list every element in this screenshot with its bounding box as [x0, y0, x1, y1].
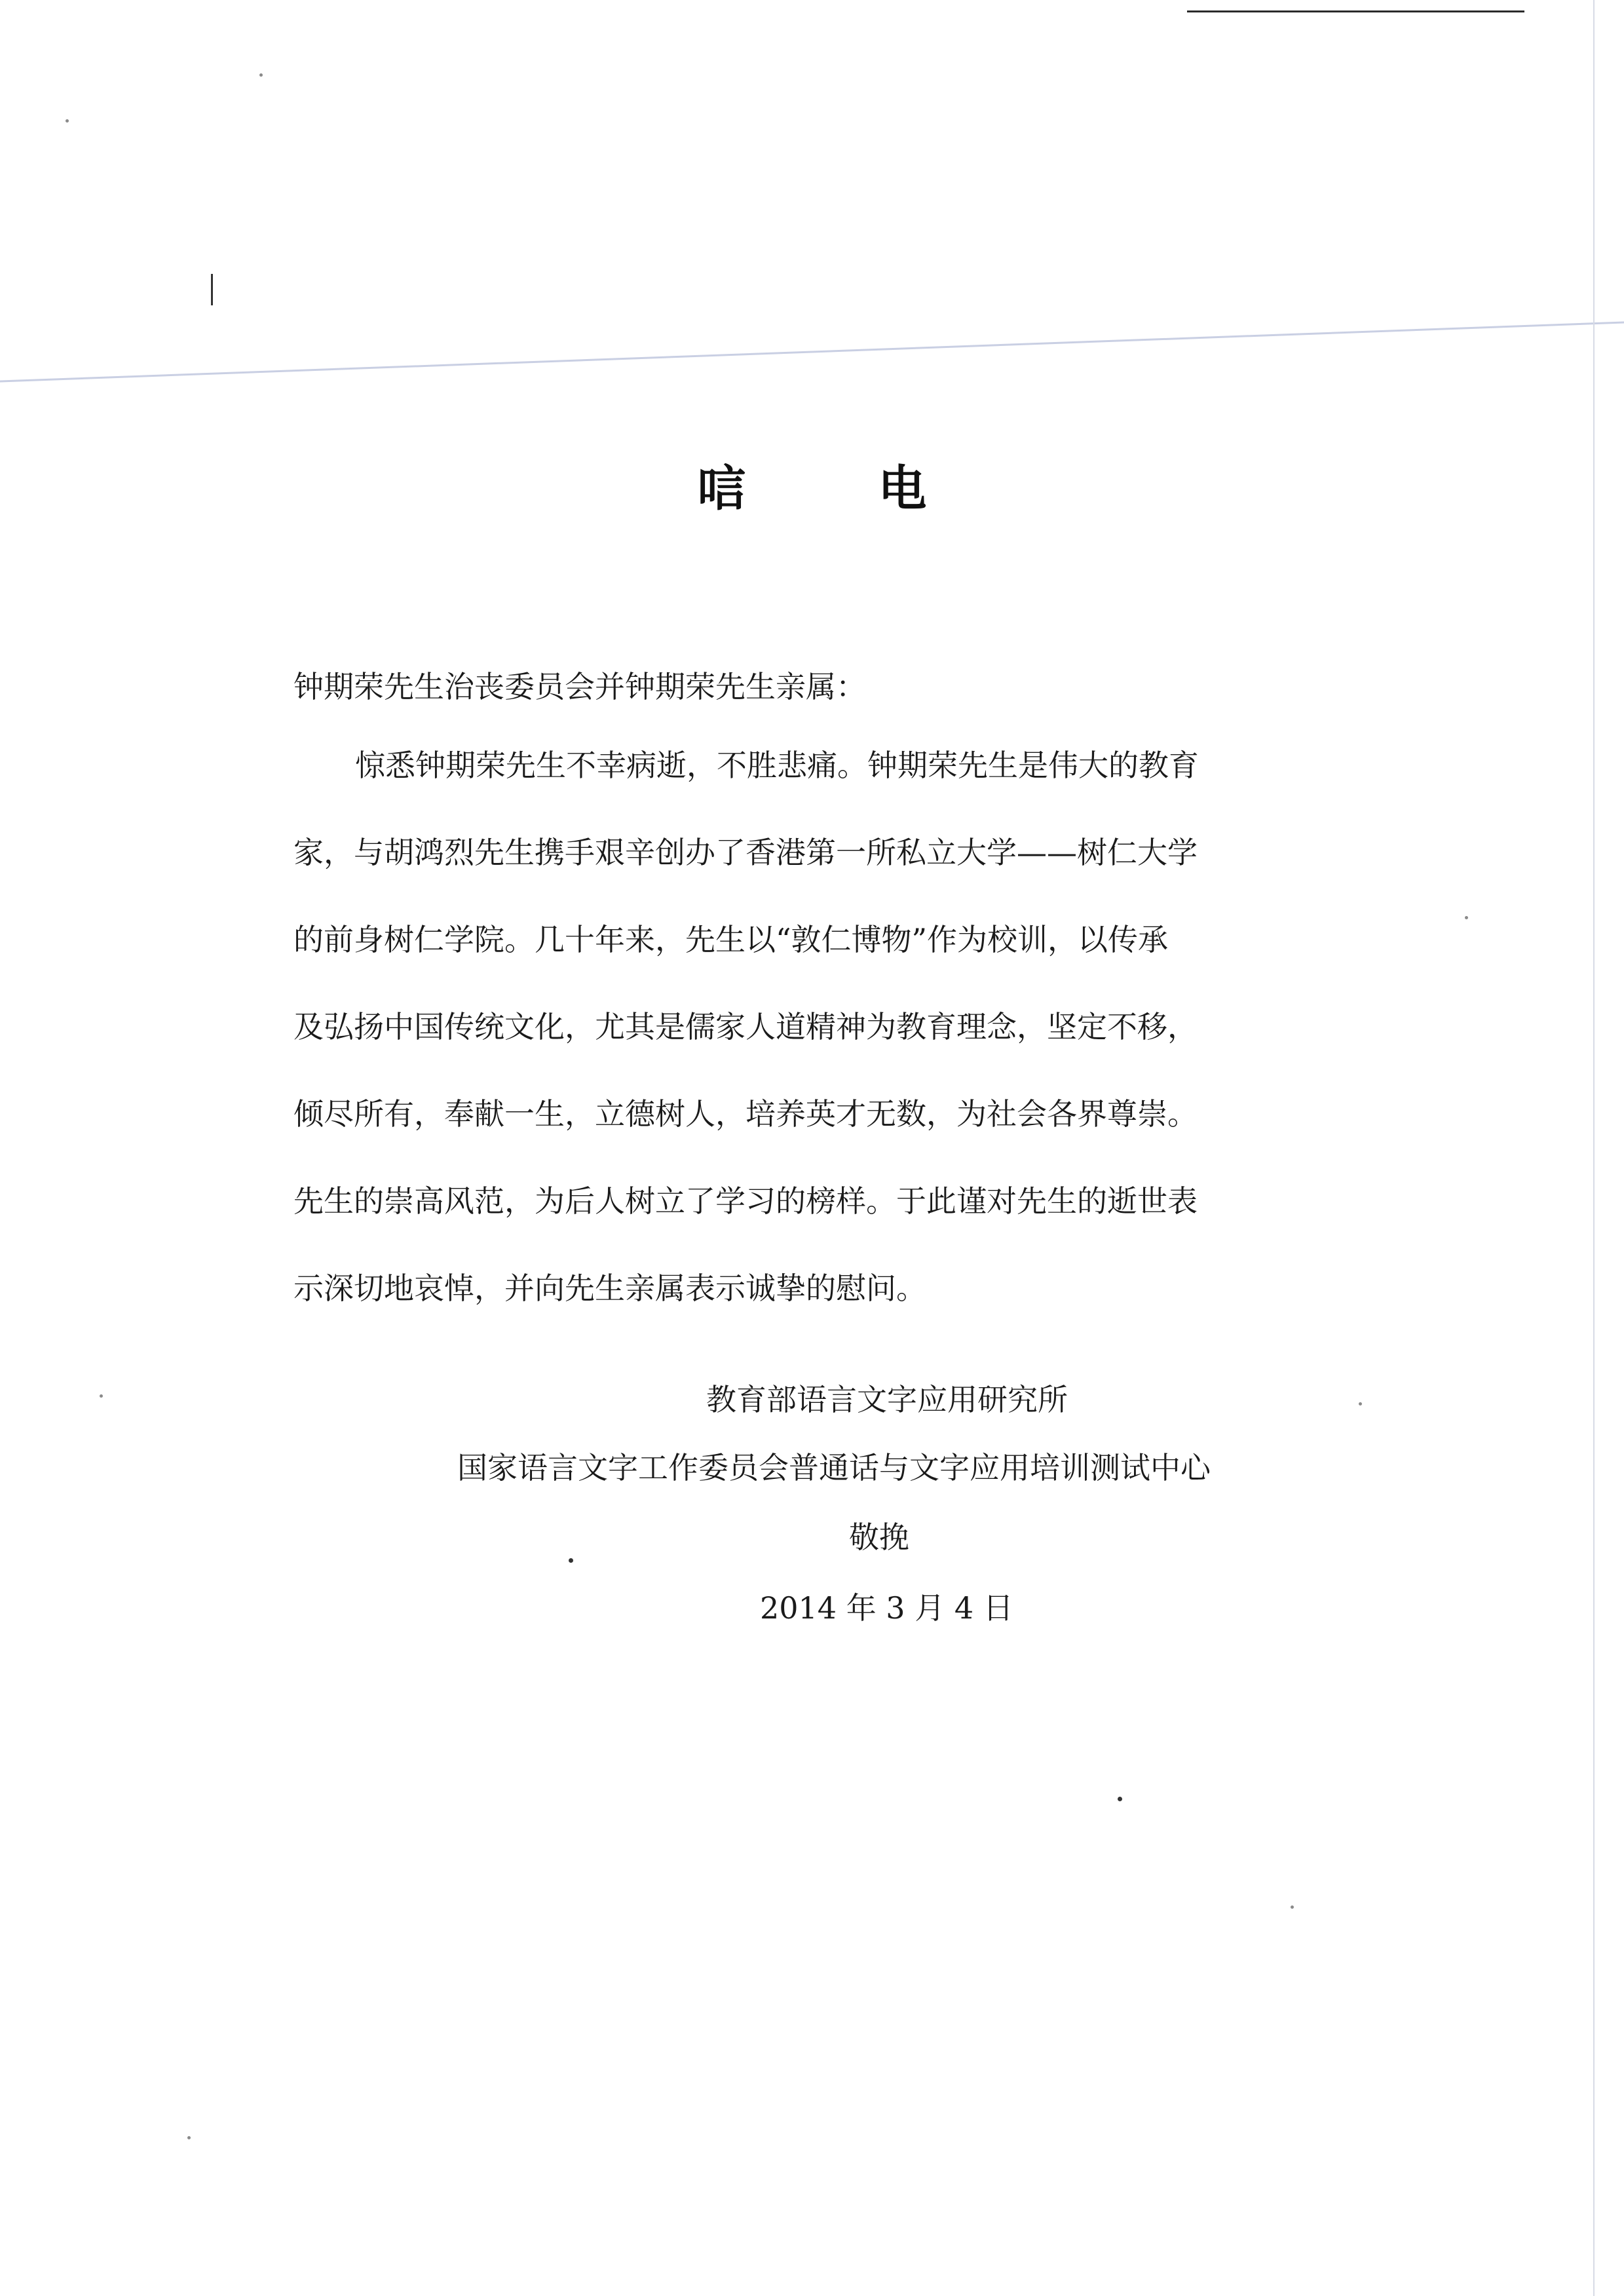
scan-speck — [1465, 916, 1468, 919]
signature-org-1: 教育部语言文字应用研究所 — [706, 1382, 1068, 1417]
scan-speck — [1359, 1402, 1362, 1406]
scan-right-edge — [1593, 0, 1595, 2296]
signature-closing: 敬挽 — [849, 1520, 909, 1555]
page-title: 唁 电 — [697, 461, 985, 517]
signature-date: 2014 年 3 月 4 日 — [760, 1590, 1013, 1626]
scan-speck — [1291, 1905, 1294, 1909]
salutation: 钟期荣先生治丧委员会并钟期荣先生亲属： — [293, 669, 866, 704]
scan-speck — [100, 1394, 103, 1398]
signature-org-2: 国家语言文字工作委员会普通话与文字应用培训测试中心 — [457, 1450, 1211, 1485]
body-line: 倾尽所有，奉献一生，立德树人，培养英才无数，为社会各界尊崇。 — [293, 1096, 1198, 1132]
letter-body — [293, 740, 1355, 1350]
scan-speck — [569, 1558, 573, 1563]
scan-speck — [259, 73, 263, 77]
scan-top-rule — [1187, 10, 1524, 12]
scan-tick-mark — [211, 274, 213, 305]
body-line: 惊悉钟期荣先生不幸病逝，不胜悲痛。钟期荣先生是伟大的教育 — [355, 748, 1199, 783]
scan-speck — [66, 119, 69, 123]
body-line: 示深切地哀悼，并向先生亲属表示诚挚的慰问。 — [293, 1271, 926, 1306]
scan-speck — [187, 2136, 191, 2139]
body-line: 的前身树仁学院。几十年来，先生以“敦仁博物”作为校训，以传承 — [293, 922, 1169, 957]
scan-fold-line — [0, 318, 1624, 387]
body-line: 先生的崇高风范，为后人树立了学习的榜样。于此谨对先生的逝世表 — [293, 1183, 1198, 1219]
scan-speck — [1118, 1797, 1122, 1801]
body-line: 及弘扬中国传统文化，尤其是儒家人道精神为教育理念，坚定不移， — [293, 1009, 1198, 1044]
body-line: 家，与胡鸿烈先生携手艰辛创办了香港第一所私立大学——树仁大学 — [293, 835, 1198, 870]
